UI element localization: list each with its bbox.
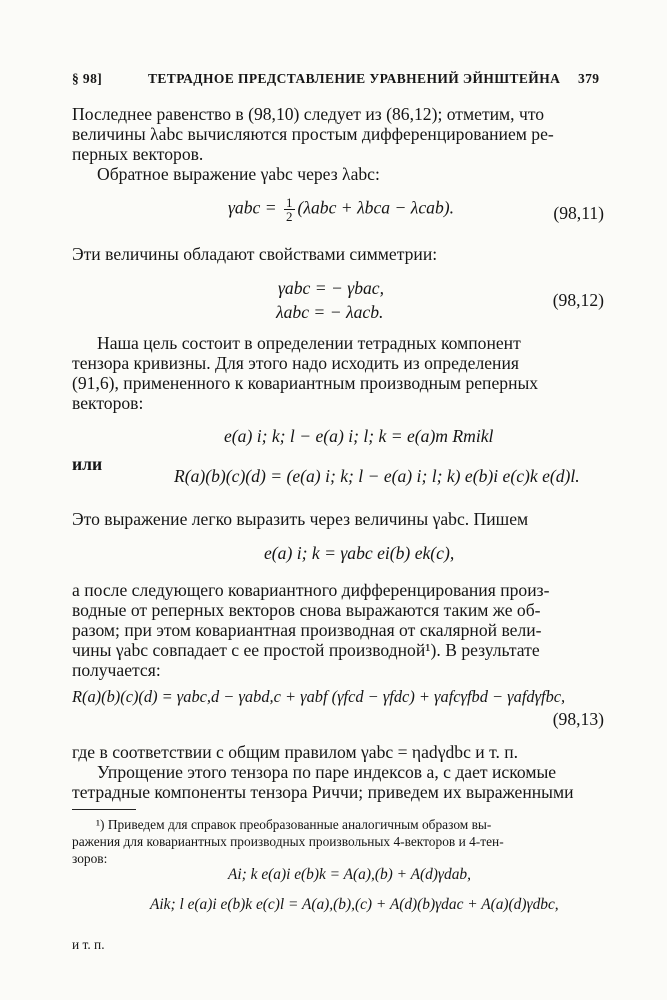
fraction-denominator: 2 xyxy=(286,209,293,224)
equation-98-12-line-1: γabc = − γbac, xyxy=(278,278,385,298)
paragraph-1-line-1: Последнее равенство в (98,10) следует из (86,12); отметим, что xyxy=(72,104,545,124)
paragraph-8-line-2: тетрадные компоненты тензора Риччи; приведем их выраженными xyxy=(72,782,574,802)
paragraph-6-line-2: водные от реперных векторов снова выражаются таким же об- xyxy=(72,600,541,620)
section-number: § 98] xyxy=(72,71,103,86)
paragraph-1-line-3: перных векторов. xyxy=(72,144,204,164)
paragraph-6-line-5: получается: xyxy=(72,660,161,680)
footnote-line-3: зоров: xyxy=(72,851,108,866)
paragraph-4-line-2: тензора кривизны. Для этого надо исходить из определения xyxy=(72,353,519,373)
equation-98-13: R(a)(b)(c)(d) = γabc,d − γabd,c + γabf (γfcd − γfdc) + γafcγfbd − γafdγfbc, xyxy=(72,687,566,706)
word-or: или xyxy=(72,454,103,474)
paragraph-6-line-4: чины γabc совпадает с ее простой производной¹). В результате xyxy=(72,640,540,660)
paragraph-7: где в соответствии с общим правилом γabc = ηadγdbc и т. п. xyxy=(72,742,519,762)
equation-frame-derivative: e(a) i; k = γabc ei(b) ek(c), xyxy=(264,543,455,563)
equation-number-98-13: (98,13) xyxy=(552,709,604,729)
fraction-numerator: 1 xyxy=(286,195,293,210)
fraction-one-half xyxy=(284,196,295,223)
equation-tetrad-riemann: R(a)(b)(c)(d) = (e(a) i; k; l − e(a) i; l; k) e(b)i e(c)k e(d)l. xyxy=(174,466,580,486)
paragraph-5: Это выражение легко выразить через величины γabc. Пишем xyxy=(72,509,529,529)
footnote-end: и т. п. xyxy=(72,937,105,952)
footnote-rule xyxy=(72,809,136,810)
equation-98-12-line-2: λabc = − λacb. xyxy=(276,302,384,322)
paragraph-4-line-4: векторов: xyxy=(72,393,144,413)
paragraph-4-line-3: (91,6), примененного к ковариантным производным реперных xyxy=(72,373,539,393)
footnote-equation-tensor: Aik; l e(a)i e(b)k e(c)l = A(a),(b),(c) + A(d)(b)γdac + A(a)(d)γdbc, xyxy=(150,896,559,913)
paragraph-3: Эти величины обладают свойствами симметрии: xyxy=(72,244,438,264)
equation-number-98-11: (98,11) xyxy=(553,203,604,223)
footnote-line-2: ражения для ковариантных производных произвольных 4-векторов и 4-тен- xyxy=(72,834,504,849)
equation-98-11-rhs: (λabc + λbca − λcab). xyxy=(297,197,455,218)
equation-riemann-definition: e(a) i; k; l − e(a) i; l; k = e(a)m Rmikl xyxy=(224,426,494,446)
page-number: 379 xyxy=(578,71,600,86)
equation-number-98-12: (98,12) xyxy=(552,290,604,310)
paragraph-6-line-1: а после следующего ковариантного дифференцирования произ- xyxy=(72,580,550,600)
paragraph-4-line-1: Наша цель состоит в определении тетрадных компонент xyxy=(97,333,521,353)
footnote-line-1: ¹) Приведем для справок преобразованные аналогичным образом вы- xyxy=(96,817,492,832)
equation-98-11-lhs: γabc = xyxy=(228,197,282,218)
footnote-equation-vector: Ai; k e(a)i e(b)k = A(a),(b) + A(d)γdab, xyxy=(228,866,471,883)
paragraph-1-line-2: величины λabc вычисляются простым дифференцированием ре- xyxy=(72,124,554,144)
paragraph-6-line-3: разом; при этом ковариантная производная от скалярной вели- xyxy=(72,620,542,640)
paragraph-2: Обратное выражение γabc через λabc: xyxy=(97,164,380,184)
running-title: ТЕТРАДНОЕ ПРЕДСТАВЛЕНИЕ УРАВНЕНИЙ ЭЙНШТЕЙНА xyxy=(148,71,561,86)
equation-98-11 xyxy=(228,196,454,223)
paragraph-8-line-1: Упрощение этого тензора по паре индексов a, c дает искомые xyxy=(97,762,557,782)
